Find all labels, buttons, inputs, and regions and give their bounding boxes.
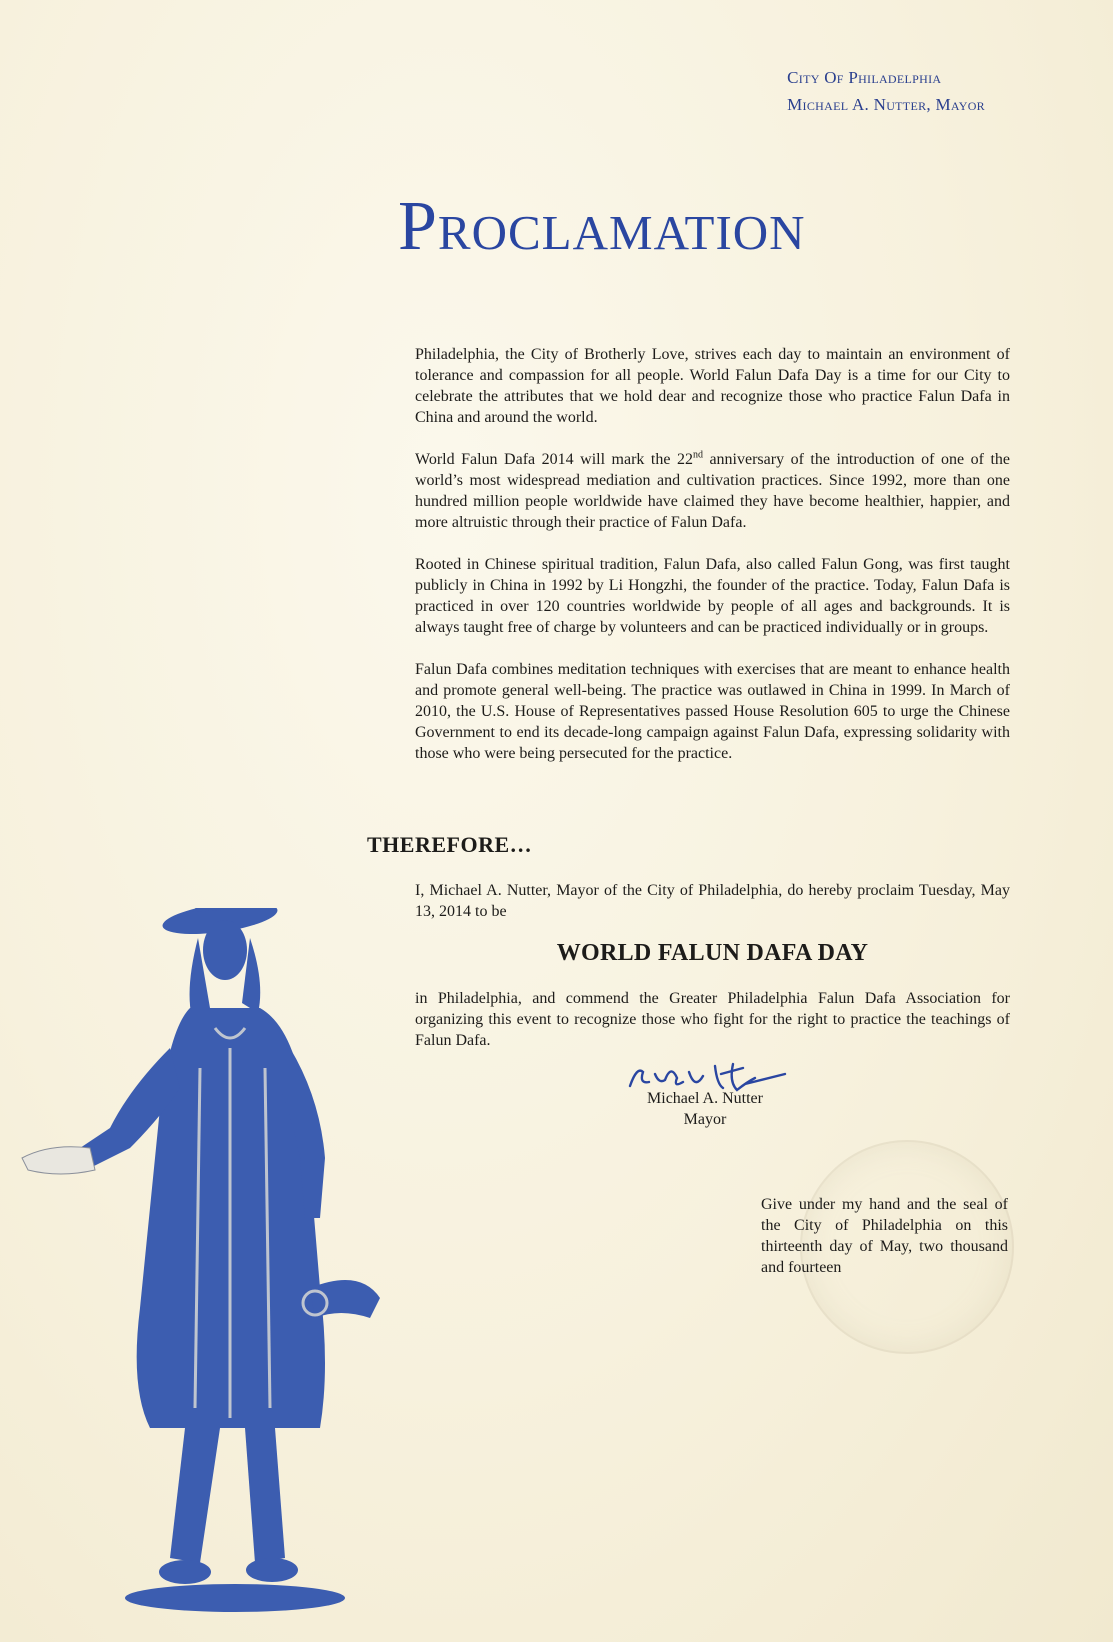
page-title: Proclamation <box>398 188 806 265</box>
paragraph-1: Philadelphia, the City of Brotherly Love, strives each day to maintain an environment of tolerance and compassion for all people. World Falun Dafa Day is a time for our City to celebrate the attributes that we hold dear and recognize those who practice Falun Dafa in China and around the world. <box>415 346 1010 426</box>
letterhead <box>787 64 985 118</box>
letterhead-city: City Of Philadelphia <box>787 68 942 87</box>
body-text <box>415 344 1010 785</box>
proclaim-text: I, Michael A. Nutter, Mayor of the City of Philadelphia, do hereby proclaim Tuesday, May 13, 2014 to be <box>415 882 1010 920</box>
paragraph-3: Rooted in Chinese spiritual tradition, Falun Dafa, also called Falun Gong, was first taught publicly in China in 1992 by Li Hongzhi, the founder of the practice. Today, Falun Dafa is practiced in over 120 countries worldwide by people of all ages and backgrounds. It is always taught free of charge by volunteers and can be practiced individually or in groups. <box>415 556 1010 636</box>
signer-name: Michael A. Nutter <box>647 1090 763 1107</box>
signer-block <box>600 1088 810 1130</box>
paragraph-2: World Falun Dafa 2014 will mark the 22nd anniversary of the introduction of one of the world’s most widespread mediation and cultivation practices. Since 1992, more than one hundred million people worldwide have claimed they have become healthier, happier, and more altruistic through their practice of Falun Dafa. <box>415 449 1010 531</box>
day-name: WORLD FALUN DAFA DAY <box>556 940 869 966</box>
letterhead-mayor: Michael A. Nutter, Mayor <box>787 95 985 114</box>
signer-title: Mayor <box>683 1111 727 1128</box>
given-text: Give under my hand and the seal of the City of Philadelphia on this thirteenth day of May, two thousand and fourteen <box>761 1196 1008 1276</box>
william-penn-statue-illustration <box>20 908 460 1614</box>
therefore-heading: THEREFORE… <box>367 832 533 857</box>
paragraph-4: Falun Dafa combines meditation techniques with exercises that are meant to enhance health and promote general well-being. The practice was outlawed in China in 1999. In March of 2010, the U.S. House of Representatives passed House Resolution 605 to urge the Chinese Government to end its decade-long campaign against Falun Dafa, expressing solidarity with those who were being persecuted for the practice. <box>415 661 1010 762</box>
commend-text: in Philadelphia, and commend the Greater Philadelphia Falun Dafa Association for organizing this event to recognize those who fight for the right to practice the teachings of Falun Dafa. <box>415 990 1010 1049</box>
